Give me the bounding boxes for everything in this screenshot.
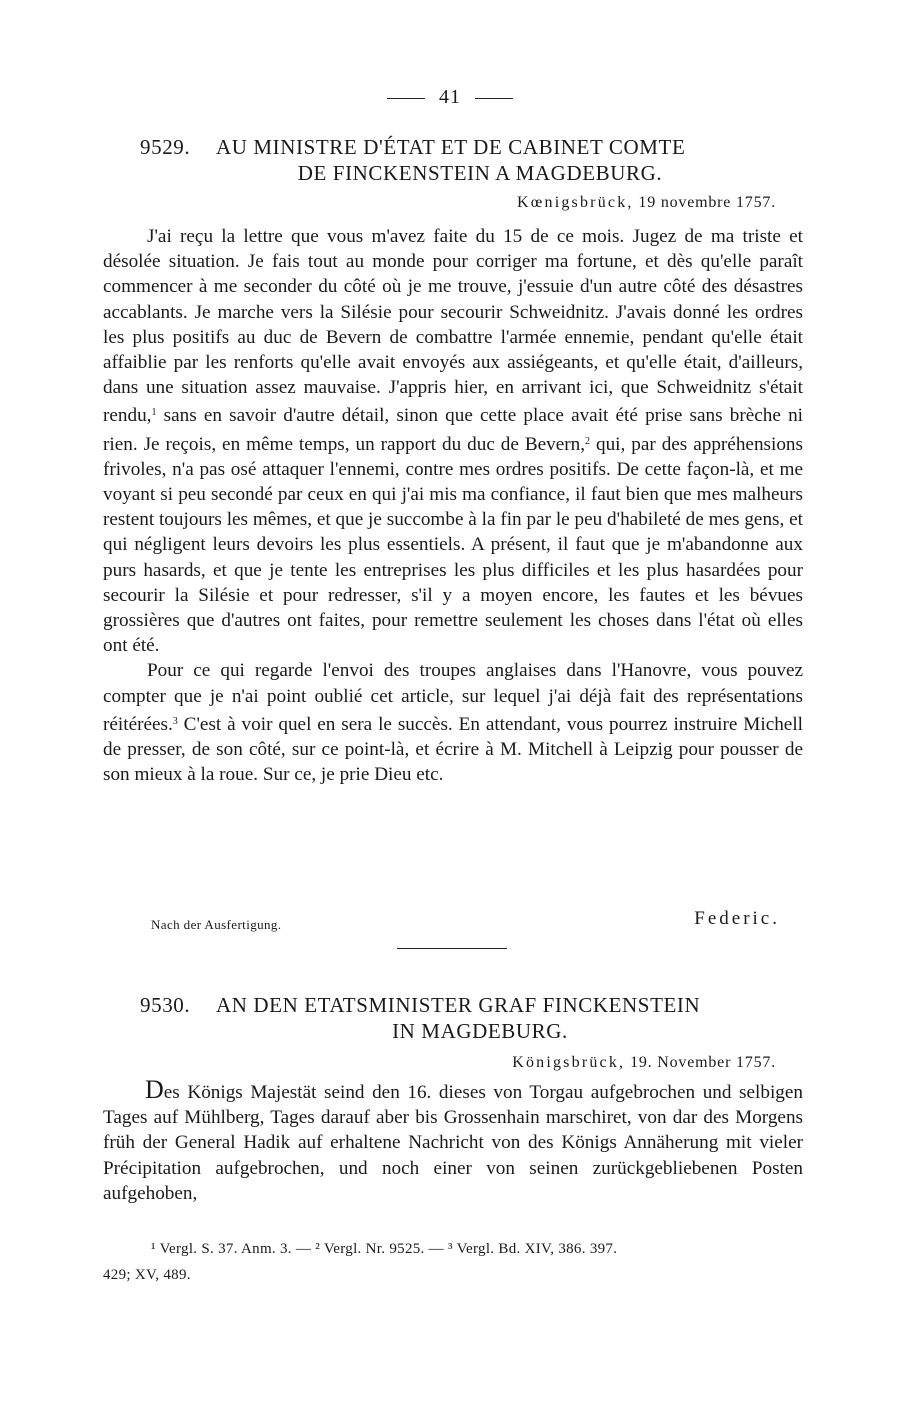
drop-cap: D bbox=[145, 1075, 164, 1104]
letter-number: 9529. bbox=[140, 135, 191, 159]
paragraph bbox=[103, 658, 803, 787]
footnote-line: 429; XV, 489. bbox=[103, 1267, 191, 1283]
dateline-place: Kœnigsbrück, bbox=[516, 194, 634, 211]
letter-title-line1: AU MINISTRE D'ÉTAT ET DE CABINET COMTE bbox=[216, 135, 686, 159]
signature: Federic. bbox=[694, 908, 780, 929]
dateline-date: 19. November 1757. bbox=[630, 1054, 776, 1071]
paragraph-text: qui, par des appréhensions frivoles, n'a pas osé attaquer l'ennemi, contre mes ordres positifs. De cette façon-là, et me voyant si peu secondé par ceux en qui j'ai mis ma confiance, il faut bien que mes malheurs restent toujours les mêmes, et que je succombe à la fin par le peu d'habileté de mes gens, et qui négligent leurs devoirs les plus essentiels. A présent, il faut que je m'abandonne aux purs hasards, et que je tente les entreprises les plus difficiles et les plus hasardées pour secourir la Silésie et pour redresser, s'il y a moyen encore, les fautes et les bévues grossières que d'autres ont faites, pour remettre seulement les choses dans l'état où elles ont été. bbox=[103, 433, 803, 657]
header-rule-left bbox=[387, 98, 425, 99]
paragraph-text: J'ai reçu la lettre que vous m'avez faite du 15 de ce mois. Jugez de ma triste et désolée situation. Je fais tout au monde pour corriger ma fortune, et dès qu'elle paraît commencer à me seconder du côté où je me trouve, j'essuie d'un autre côté des désastres accablants. Je marche vers la Silésie pour secourir Schweidnitz. J'avais donné les ordres les plus positifs au duc de Bevern de combattre l'armée ennemie, pendant qu'elle était affaiblie par les renforts qu'elle avait envoyés aux assiégeants, et qu'elle était, d'ailleurs, dans une situation assez mauvaise. J'appris hier, en arrivant ici, que Schweidnitz s'était rendu, bbox=[103, 226, 803, 427]
paragraph-text: sans en savoir d'autre détail, sinon que cette place avait été prise sans brèche ni rien. Je reçois, en même temps, un rapport du duc de Bevern, bbox=[103, 405, 803, 455]
page-header bbox=[0, 86, 900, 109]
dateline-date: 19 novembre 1757. bbox=[638, 194, 776, 211]
letter-title-line2: DE FINCKENSTEIN A MAGDEBURG. bbox=[297, 161, 663, 185]
paragraph-text: C'est à voir quel en sera le succès. En attendant, vous pourrez instruire Michell de presser, de son côté, sur ce point-là, et écrire à M. Mitchell à Leipzig pour pousser de son mieux à la roue. Sur ce, je prie Dieu etc. bbox=[103, 713, 803, 786]
footnote-marker: 2 bbox=[585, 435, 591, 447]
letter-heading-9530 bbox=[140, 992, 820, 1044]
dateline-place: Königsbrück, bbox=[512, 1054, 626, 1071]
paragraph bbox=[103, 224, 803, 658]
letter-body-9529 bbox=[103, 224, 803, 787]
footnote-marker: 3 bbox=[172, 715, 178, 727]
paragraph bbox=[103, 1075, 803, 1206]
letter-title-line1: AN DEN ETATSMINISTER GRAF FINCKENSTEIN bbox=[216, 993, 701, 1017]
page-number: 41 bbox=[439, 86, 461, 108]
footnote-marker: 1 bbox=[151, 407, 157, 419]
footnotes bbox=[103, 1236, 803, 1288]
source-note: Nach der Ausfertigung. bbox=[151, 917, 282, 932]
section-divider bbox=[397, 948, 507, 949]
letter-title-line2: IN MAGDEBURG. bbox=[392, 1019, 568, 1043]
letter-dateline bbox=[512, 1054, 776, 1072]
paragraph-text: es Königs Majestät seind den 16. dieses von Torgau aufgebrochen und selbigen Tages auf Mühlberg, Tages darauf aber bis Grossenhain marschiret, von dar des Morgens früh der General Hadik auf erhaltene Nachricht von des Königs Annäherung mit vieler Précipitation aufgebrochen, und noch einer von seinen zurückgebliebenen Posten aufgehoben, bbox=[103, 1082, 803, 1204]
letter-number: 9530. bbox=[140, 993, 191, 1017]
letter-dateline bbox=[517, 194, 776, 212]
paragraph-text: Pour ce qui regarde l'envoi des troupes anglaises dans l'Hanovre, vous pouvez compter que je n'ai point oublié cet article, sur lequel j'ai déjà fait des représentations réitérées. bbox=[103, 660, 803, 735]
letter-body-9530 bbox=[103, 1075, 803, 1206]
letter-heading-9529 bbox=[140, 134, 820, 186]
header-rule-right bbox=[475, 98, 513, 99]
footnote-line: ¹ Vergl. S. 37. Anm. 3. — ² Vergl. Nr. 9525. — ³ Vergl. Bd. XIV, 386. 397. bbox=[151, 1241, 618, 1257]
